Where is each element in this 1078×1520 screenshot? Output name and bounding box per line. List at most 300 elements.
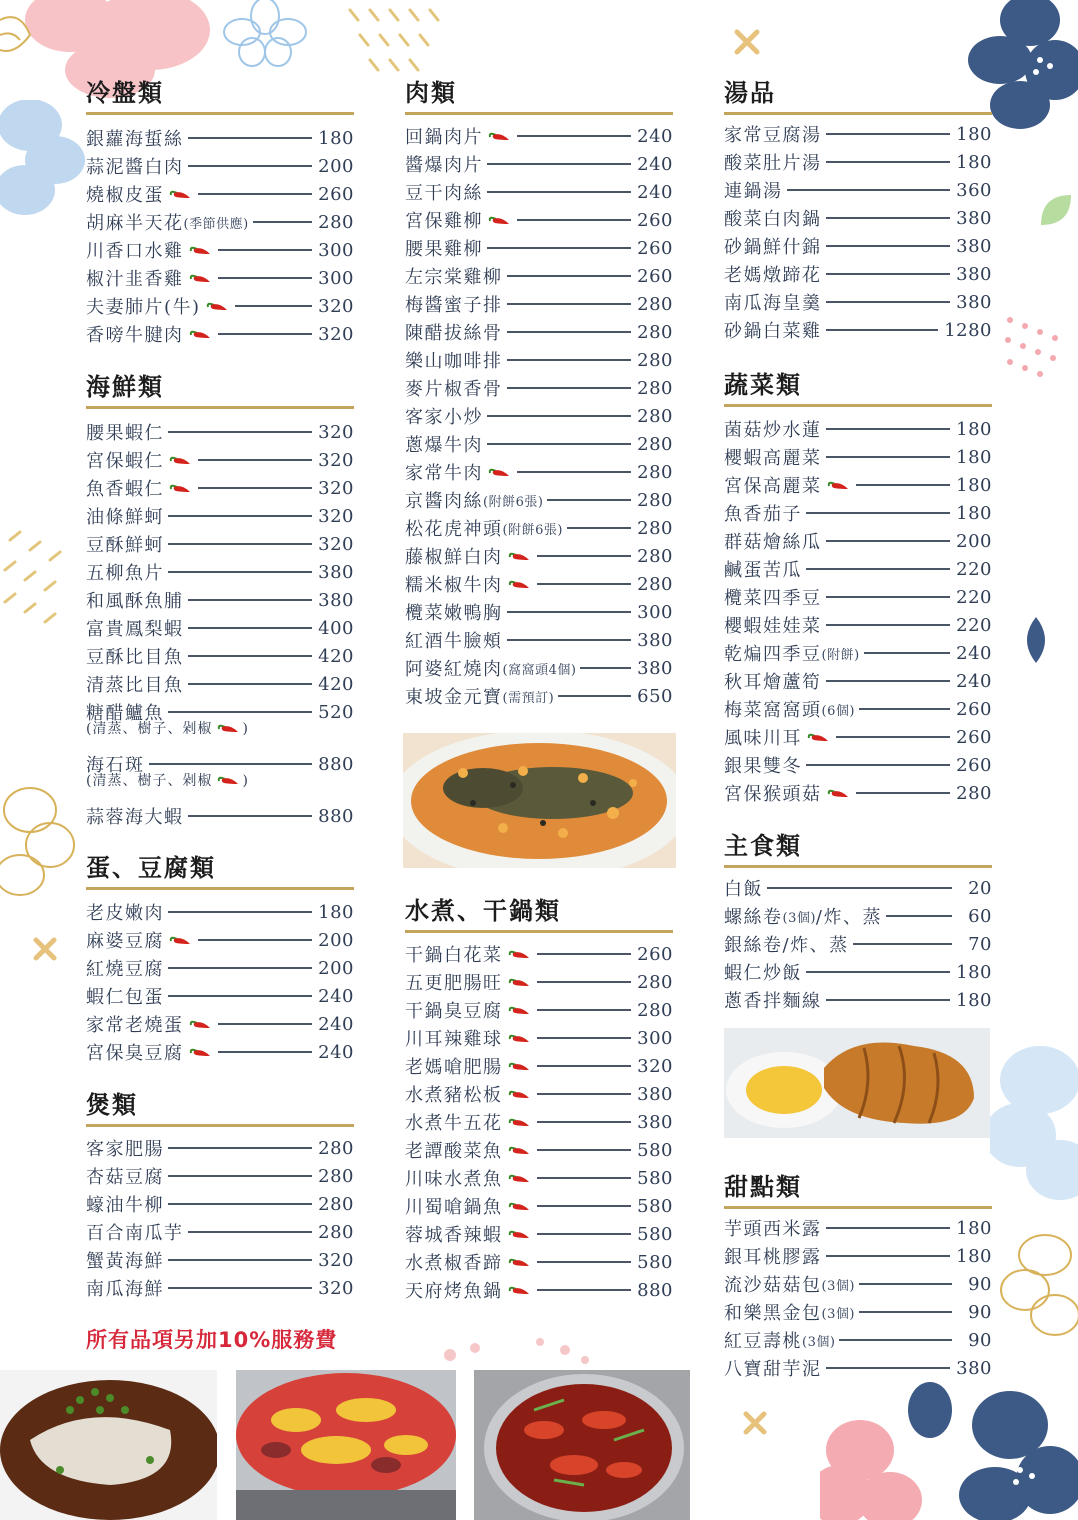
menu-item-name: 蒜泥醬白肉 xyxy=(86,157,184,178)
menu-item-price: 260 xyxy=(956,754,992,776)
menu-item xyxy=(724,1214,992,1242)
leader-line xyxy=(168,1147,312,1149)
chili-icon xyxy=(487,129,511,143)
leader-line xyxy=(826,1227,951,1229)
menu-item xyxy=(405,514,673,542)
leader-line xyxy=(168,543,312,545)
chili-icon xyxy=(188,1017,212,1031)
leader-line xyxy=(507,639,632,641)
menu-item-price: 880 xyxy=(318,753,354,775)
menu-item-price: 320 xyxy=(318,421,354,443)
menu-item-price: 280 xyxy=(637,573,673,595)
leader-line xyxy=(537,1233,632,1235)
menu-item-name: 水煮豬松板 xyxy=(405,1085,503,1106)
menu-item xyxy=(86,1246,354,1274)
menu-item-price: 320 xyxy=(637,1055,673,1077)
menu-item-name: 酸菜肚片湯 xyxy=(724,153,822,174)
menu-item xyxy=(86,502,354,530)
menu-item xyxy=(724,1326,992,1354)
menu-item xyxy=(724,288,992,316)
menu-item xyxy=(405,1136,673,1164)
leader-line xyxy=(188,1231,313,1233)
menu-item-price: 280 xyxy=(637,293,673,315)
menu-item-price: 280 xyxy=(637,405,673,427)
menu-item xyxy=(724,443,992,471)
menu-item-name: 百合南瓜芋 xyxy=(86,1223,184,1244)
menu-item-name: 銀絲卷/炸、蒸 xyxy=(724,935,849,956)
menu-item-name: 和樂黑金包 xyxy=(724,1303,822,1324)
menu-item-name: 客家小炒 xyxy=(405,407,483,428)
chili-icon xyxy=(507,1283,531,1297)
menu-item-name: 五柳魚片 xyxy=(86,563,164,584)
leader-line xyxy=(517,219,631,221)
menu-item-price: 60 xyxy=(968,905,992,927)
menu-item xyxy=(86,898,354,926)
leader-line xyxy=(806,568,950,570)
menu-item-price: 650 xyxy=(637,685,673,707)
menu-item-note: (6個) xyxy=(821,703,855,719)
menu-item-price: 260 xyxy=(956,726,992,748)
chili-icon xyxy=(507,1059,531,1073)
menu-item-name: 酸菜白肉鍋 xyxy=(724,209,822,230)
leader-line xyxy=(856,792,951,794)
leader-line xyxy=(826,456,951,458)
chili-icon xyxy=(188,1045,212,1059)
chili-icon xyxy=(507,1031,531,1045)
menu-item-name: 鹹蛋苦瓜 xyxy=(724,560,802,581)
menu-item-name: 糯米椒牛肉 xyxy=(405,575,503,596)
menu-item-price: 180 xyxy=(956,474,992,496)
leader-line xyxy=(487,443,631,445)
menu-item-name: 客家肥腸 xyxy=(86,1139,164,1160)
menu-item xyxy=(724,723,992,751)
menu-item-price: 280 xyxy=(956,782,992,804)
leader-line xyxy=(487,163,631,165)
menu-item xyxy=(86,642,354,670)
menu-item xyxy=(86,1038,354,1066)
leader-line xyxy=(558,695,631,697)
chili-icon xyxy=(507,577,531,591)
flower-icon xyxy=(990,1040,1078,1210)
menu-item xyxy=(405,1080,673,1108)
menu-item-name: 梅菜窩窩頭 xyxy=(724,700,822,721)
leader-line xyxy=(507,359,632,361)
menu-item-price: 400 xyxy=(318,617,354,639)
menu-item-note: (3個) xyxy=(821,1278,855,1294)
menu-item-price: 240 xyxy=(318,1041,354,1063)
leader-line xyxy=(806,512,950,514)
menu-item xyxy=(86,982,354,1010)
cooking-style-text: (清蒸、樹子、剁椒 xyxy=(86,721,213,737)
leader-line xyxy=(487,247,631,249)
leader-line xyxy=(537,1037,632,1039)
menu-item xyxy=(724,316,992,344)
leader-line xyxy=(168,1203,312,1205)
chili-icon xyxy=(188,327,212,341)
menu-item-price: 90 xyxy=(968,1273,992,1295)
menu-item-note: (3個) xyxy=(802,1334,836,1350)
leader-line xyxy=(168,911,312,913)
menu-item xyxy=(724,902,992,930)
menu-item-price: 320 xyxy=(318,449,354,471)
leader-line xyxy=(859,708,950,710)
menu-item-name: 夫妻肺片(牛) xyxy=(86,297,201,318)
menu-item-price: 180 xyxy=(956,446,992,468)
leader-line xyxy=(826,680,951,682)
menu-item-price: 280 xyxy=(637,999,673,1021)
menu-item xyxy=(86,292,354,320)
leader-line xyxy=(487,191,631,193)
cooking-style-note xyxy=(86,718,249,740)
menu-item xyxy=(86,264,354,292)
menu-item xyxy=(86,1190,354,1218)
menu-item-price: 240 xyxy=(637,125,673,147)
menu-item xyxy=(724,1298,992,1326)
leader-line xyxy=(235,305,313,307)
menu-item-name: 蓉城香辣蝦 xyxy=(405,1225,503,1246)
service-charge-note: 所有品項另加10%服務費 xyxy=(86,1328,338,1352)
cooking-style-note xyxy=(86,770,249,792)
leader-line xyxy=(188,655,313,657)
menu-item-name: 川耳辣雞球 xyxy=(405,1029,503,1050)
menu-item-price: 200 xyxy=(318,957,354,979)
menu-item-name: 宮保蝦仁 xyxy=(86,451,164,472)
menu-item-note: (季節供應) xyxy=(183,216,249,232)
menu-item-price: 280 xyxy=(637,517,673,539)
menu-item-name: 菌菇炒水蓮 xyxy=(724,420,822,441)
menu-item-name: 麥片椒香骨 xyxy=(405,379,503,400)
menu-item-name: 回鍋肉片 xyxy=(405,127,483,148)
menu-item-price: 240 xyxy=(318,985,354,1007)
chili-icon xyxy=(188,243,212,257)
leader-line xyxy=(188,599,313,601)
menu-item-price: 880 xyxy=(637,1279,673,1301)
leader-line xyxy=(826,596,951,598)
menu-item-name: 櫻蝦娃娃菜 xyxy=(724,616,822,637)
menu-item xyxy=(405,542,673,570)
leader-line xyxy=(826,1367,951,1369)
menu-item-name: 宮保高麗菜 xyxy=(724,476,822,497)
leader-line xyxy=(168,571,312,573)
leader-line xyxy=(507,331,632,333)
leader-line xyxy=(537,1009,632,1011)
menu-item-name: 清蒸比目魚 xyxy=(86,675,184,696)
leader-line xyxy=(168,967,312,969)
menu-item xyxy=(86,474,354,502)
leader-line xyxy=(826,1255,951,1257)
menu-item-name: 家常老燒蛋 xyxy=(86,1015,184,1036)
menu-item-name: 富貴鳳梨蝦 xyxy=(86,619,184,640)
menu-item-name: 紅豆壽桃 xyxy=(724,1331,802,1352)
leader-line xyxy=(826,273,951,275)
menu-item xyxy=(405,1108,673,1136)
menu-item xyxy=(724,1354,992,1382)
photo-bread-rolls xyxy=(724,1028,990,1138)
flower-icon xyxy=(0,780,80,900)
menu-item-price: 580 xyxy=(637,1223,673,1245)
menu-item-price: 220 xyxy=(956,614,992,636)
menu-item-name: 老媽燉蹄花 xyxy=(724,265,822,286)
menu-item xyxy=(405,430,673,458)
menu-item-name: 藤椒鮮白肉 xyxy=(405,547,503,568)
menu-item-name: 南瓜海皇羹 xyxy=(724,293,822,314)
chili-icon xyxy=(168,453,192,467)
photo-braised-fish xyxy=(403,733,676,868)
leader-line xyxy=(188,627,313,629)
menu-item-price: 90 xyxy=(968,1329,992,1351)
dashes-decoration xyxy=(0,530,70,640)
leader-line xyxy=(198,193,312,195)
leader-line xyxy=(537,555,632,557)
leader-line xyxy=(826,133,951,135)
menu-item xyxy=(724,148,992,176)
menu-item-name: 八寶甜芋泥 xyxy=(724,1359,822,1380)
photo-soup-pot xyxy=(236,1370,456,1520)
chili-icon xyxy=(487,465,511,479)
dots-decoration xyxy=(1000,310,1078,390)
menu-item-price: 70 xyxy=(968,933,992,955)
leader-line xyxy=(853,943,952,945)
menu-item xyxy=(405,1276,673,1304)
menu-item-name: 腰果雞柳 xyxy=(405,239,483,260)
menu-item-price: 240 xyxy=(956,642,992,664)
chili-icon xyxy=(168,187,192,201)
leader-line xyxy=(537,1289,632,1291)
menu-item xyxy=(724,695,992,723)
menu-item-name: 櫻蝦高麗菜 xyxy=(724,448,822,469)
menu-item-name: 胡麻半天花 xyxy=(86,213,184,234)
menu-item-name: 宮保雞柳 xyxy=(405,211,483,232)
menu-item-name: 豆酥比目魚 xyxy=(86,647,184,668)
leader-line xyxy=(168,711,312,713)
menu-item xyxy=(405,122,673,150)
cooking-style-text: (清蒸、樹子、剁椒 xyxy=(86,773,213,789)
section-title-vegetable: 蔬菜類 xyxy=(724,370,992,407)
menu-item xyxy=(405,402,673,430)
leader-line xyxy=(826,624,951,626)
menu-item-price: 320 xyxy=(318,533,354,555)
leader-line xyxy=(886,915,952,917)
menu-item-price: 180 xyxy=(956,989,992,1011)
menu-item-note: (附餅6張) xyxy=(483,494,544,510)
leader-line xyxy=(787,189,951,191)
menu-item-name: 干鍋白花菜 xyxy=(405,945,503,966)
menu-item-name: 欖菜四季豆 xyxy=(724,588,822,609)
menu-item xyxy=(86,152,354,180)
menu-item-price: 580 xyxy=(637,1139,673,1161)
column-left xyxy=(86,0,354,1520)
menu-item-name: 蟹黃海鮮 xyxy=(86,1251,164,1272)
menu-item xyxy=(724,232,992,260)
chili-icon xyxy=(205,299,229,313)
menu-item-price: 320 xyxy=(318,1277,354,1299)
menu-item xyxy=(86,670,354,698)
menu-item xyxy=(724,120,992,148)
menu-item-price: 180 xyxy=(956,418,992,440)
leader-line xyxy=(537,583,632,585)
menu-item xyxy=(86,124,354,152)
menu-item xyxy=(724,611,992,639)
leader-line xyxy=(537,1261,632,1263)
menu-item-name: 樂山咖啡排 xyxy=(405,351,503,372)
menu-item-price: 200 xyxy=(318,155,354,177)
chili-icon xyxy=(507,1087,531,1101)
cooking-style-close: ) xyxy=(242,773,249,789)
menu-item-price: 380 xyxy=(637,1083,673,1105)
menu-item-price: 380 xyxy=(956,291,992,313)
leader-line xyxy=(826,540,951,542)
menu-item-name: 芋頭西米露 xyxy=(724,1219,822,1240)
menu-item-price: 380 xyxy=(318,589,354,611)
menu-item xyxy=(724,260,992,288)
chili-icon xyxy=(168,933,192,947)
menu-item-name: 川蜀嗆鍋魚 xyxy=(405,1197,503,1218)
section-title-egg-tofu: 蛋、豆腐類 xyxy=(86,853,354,890)
leader-line xyxy=(218,333,313,335)
menu-item xyxy=(86,236,354,264)
menu-item-price: 260 xyxy=(637,265,673,287)
menu-item xyxy=(405,626,673,654)
menu-item-name: 老皮嫩肉 xyxy=(86,903,164,924)
menu-item xyxy=(86,418,354,446)
menu-item xyxy=(86,558,354,586)
leader-line xyxy=(507,303,632,305)
menu-item-price: 580 xyxy=(637,1195,673,1217)
menu-item-price: 220 xyxy=(956,558,992,580)
menu-item xyxy=(405,290,673,318)
menu-item-price: 180 xyxy=(956,151,992,173)
chili-icon xyxy=(507,1227,531,1241)
flower-icon xyxy=(0,100,90,220)
menu-item xyxy=(86,1010,354,1038)
section-title-soup: 湯品 xyxy=(724,78,992,115)
menu-item-price: 280 xyxy=(318,1221,354,1243)
menu-item-price: 260 xyxy=(318,183,354,205)
menu-item xyxy=(405,178,673,206)
menu-item xyxy=(405,150,673,178)
menu-item xyxy=(86,802,354,830)
leaf-decoration xyxy=(1016,615,1056,665)
menu-item-suffix: /炸、蒸 xyxy=(815,907,882,928)
leader-line xyxy=(537,981,632,983)
menu-item xyxy=(405,1248,673,1276)
menu-item-name: 砂鍋鮮什錦 xyxy=(724,237,822,258)
leader-line xyxy=(537,1149,632,1151)
menu-item-price: 200 xyxy=(318,929,354,951)
menu-item-price: 580 xyxy=(637,1251,673,1273)
menu-item-price: 180 xyxy=(956,1245,992,1267)
menu-item-name: 銀果雙冬 xyxy=(724,756,802,777)
leader-line xyxy=(537,953,632,955)
menu-item-name: 銀耳桃膠露 xyxy=(724,1247,822,1268)
menu-item-name: 蒜蓉海大蝦 xyxy=(86,807,184,828)
leader-line xyxy=(859,1283,952,1285)
menu-item-name: 蔥香拌麵線 xyxy=(724,991,822,1012)
chili-icon xyxy=(507,1255,531,1269)
menu-item-name: 海石斑 xyxy=(86,755,145,776)
menu-item-name: 京醬肉絲 xyxy=(405,491,483,512)
photo-spicy-shrimp xyxy=(474,1370,690,1520)
chili-icon xyxy=(507,1199,531,1213)
menu-item-name: 群菇燴絲瓜 xyxy=(724,532,822,553)
section-title-cold: 冷盤類 xyxy=(86,78,354,115)
menu-item-name: 和風酥魚脯 xyxy=(86,591,184,612)
menu-item-price: 420 xyxy=(318,673,354,695)
menu-item-note: (附餅6張) xyxy=(502,522,563,538)
menu-item-name: 干鍋臭豆腐 xyxy=(405,1001,503,1022)
menu-item xyxy=(724,639,992,667)
chili-icon xyxy=(806,730,830,744)
menu-item-price: 180 xyxy=(956,961,992,983)
menu-item-name: 麻婆豆腐 xyxy=(86,931,164,952)
menu-item-name: 魚香茄子 xyxy=(724,504,802,525)
leader-line xyxy=(806,971,950,973)
chili-icon xyxy=(507,1143,531,1157)
menu-item-name: 川味水煮魚 xyxy=(405,1169,503,1190)
menu-item xyxy=(724,667,992,695)
chili-icon xyxy=(188,271,212,285)
leader-line xyxy=(767,887,952,889)
menu-item-price: 320 xyxy=(318,1249,354,1271)
menu-item-name: 椒汁韭香雞 xyxy=(86,269,184,290)
menu-item-price: 320 xyxy=(318,505,354,527)
menu-item xyxy=(405,486,673,514)
leader-line xyxy=(567,527,631,529)
menu-item-name: 蔥爆牛肉 xyxy=(405,435,483,456)
section-title-pot: 煲類 xyxy=(86,1090,354,1127)
menu-item-name: 紅酒牛臉頰 xyxy=(405,631,503,652)
leader-line xyxy=(517,471,631,473)
menu-item xyxy=(86,954,354,982)
menu-item-name: 水煮椒香蹄 xyxy=(405,1253,503,1274)
menu-item-price: 880 xyxy=(318,805,354,827)
menu-item-name: 東坡金元寶 xyxy=(405,687,503,708)
menu-item xyxy=(405,1220,673,1248)
menu-item xyxy=(724,751,992,779)
section-title-boiled: 水煮、干鍋類 xyxy=(405,896,673,933)
menu-item-price: 280 xyxy=(637,545,673,567)
menu-item-name: 阿婆紅燒肉 xyxy=(405,659,503,680)
menu-item-note: (窩窩頭4個) xyxy=(502,662,577,678)
menu-item xyxy=(86,1134,354,1162)
chili-icon xyxy=(826,478,850,492)
menu-item-price: 320 xyxy=(318,323,354,345)
menu-item-name: 天府烤魚鍋 xyxy=(405,1281,503,1302)
leader-line xyxy=(859,1311,952,1313)
menu-item-name: 南瓜海鮮 xyxy=(86,1279,164,1300)
section-title-staple: 主食類 xyxy=(724,831,992,868)
leader-line xyxy=(537,1093,632,1095)
menu-item-price: 380 xyxy=(956,1357,992,1379)
menu-item xyxy=(405,570,673,598)
leader-line xyxy=(517,135,631,137)
menu-item xyxy=(405,1192,673,1220)
menu-item xyxy=(724,527,992,555)
menu-item-price: 380 xyxy=(956,207,992,229)
leader-line xyxy=(149,763,313,765)
menu-item-name: 豆酥鮮蚵 xyxy=(86,535,164,556)
menu-item-note: (需預訂) xyxy=(502,690,555,706)
leader-line xyxy=(580,667,631,669)
menu-item-name: 香嗙牛腱肉 xyxy=(86,325,184,346)
menu-item-price: 580 xyxy=(637,1167,673,1189)
menu-item-price: 420 xyxy=(318,645,354,667)
menu-item-price: 260 xyxy=(956,698,992,720)
menu-item-name: 白飯 xyxy=(724,879,763,900)
menu-item-note: (附餅) xyxy=(821,647,860,663)
menu-item xyxy=(405,234,673,262)
leader-line xyxy=(826,245,951,247)
